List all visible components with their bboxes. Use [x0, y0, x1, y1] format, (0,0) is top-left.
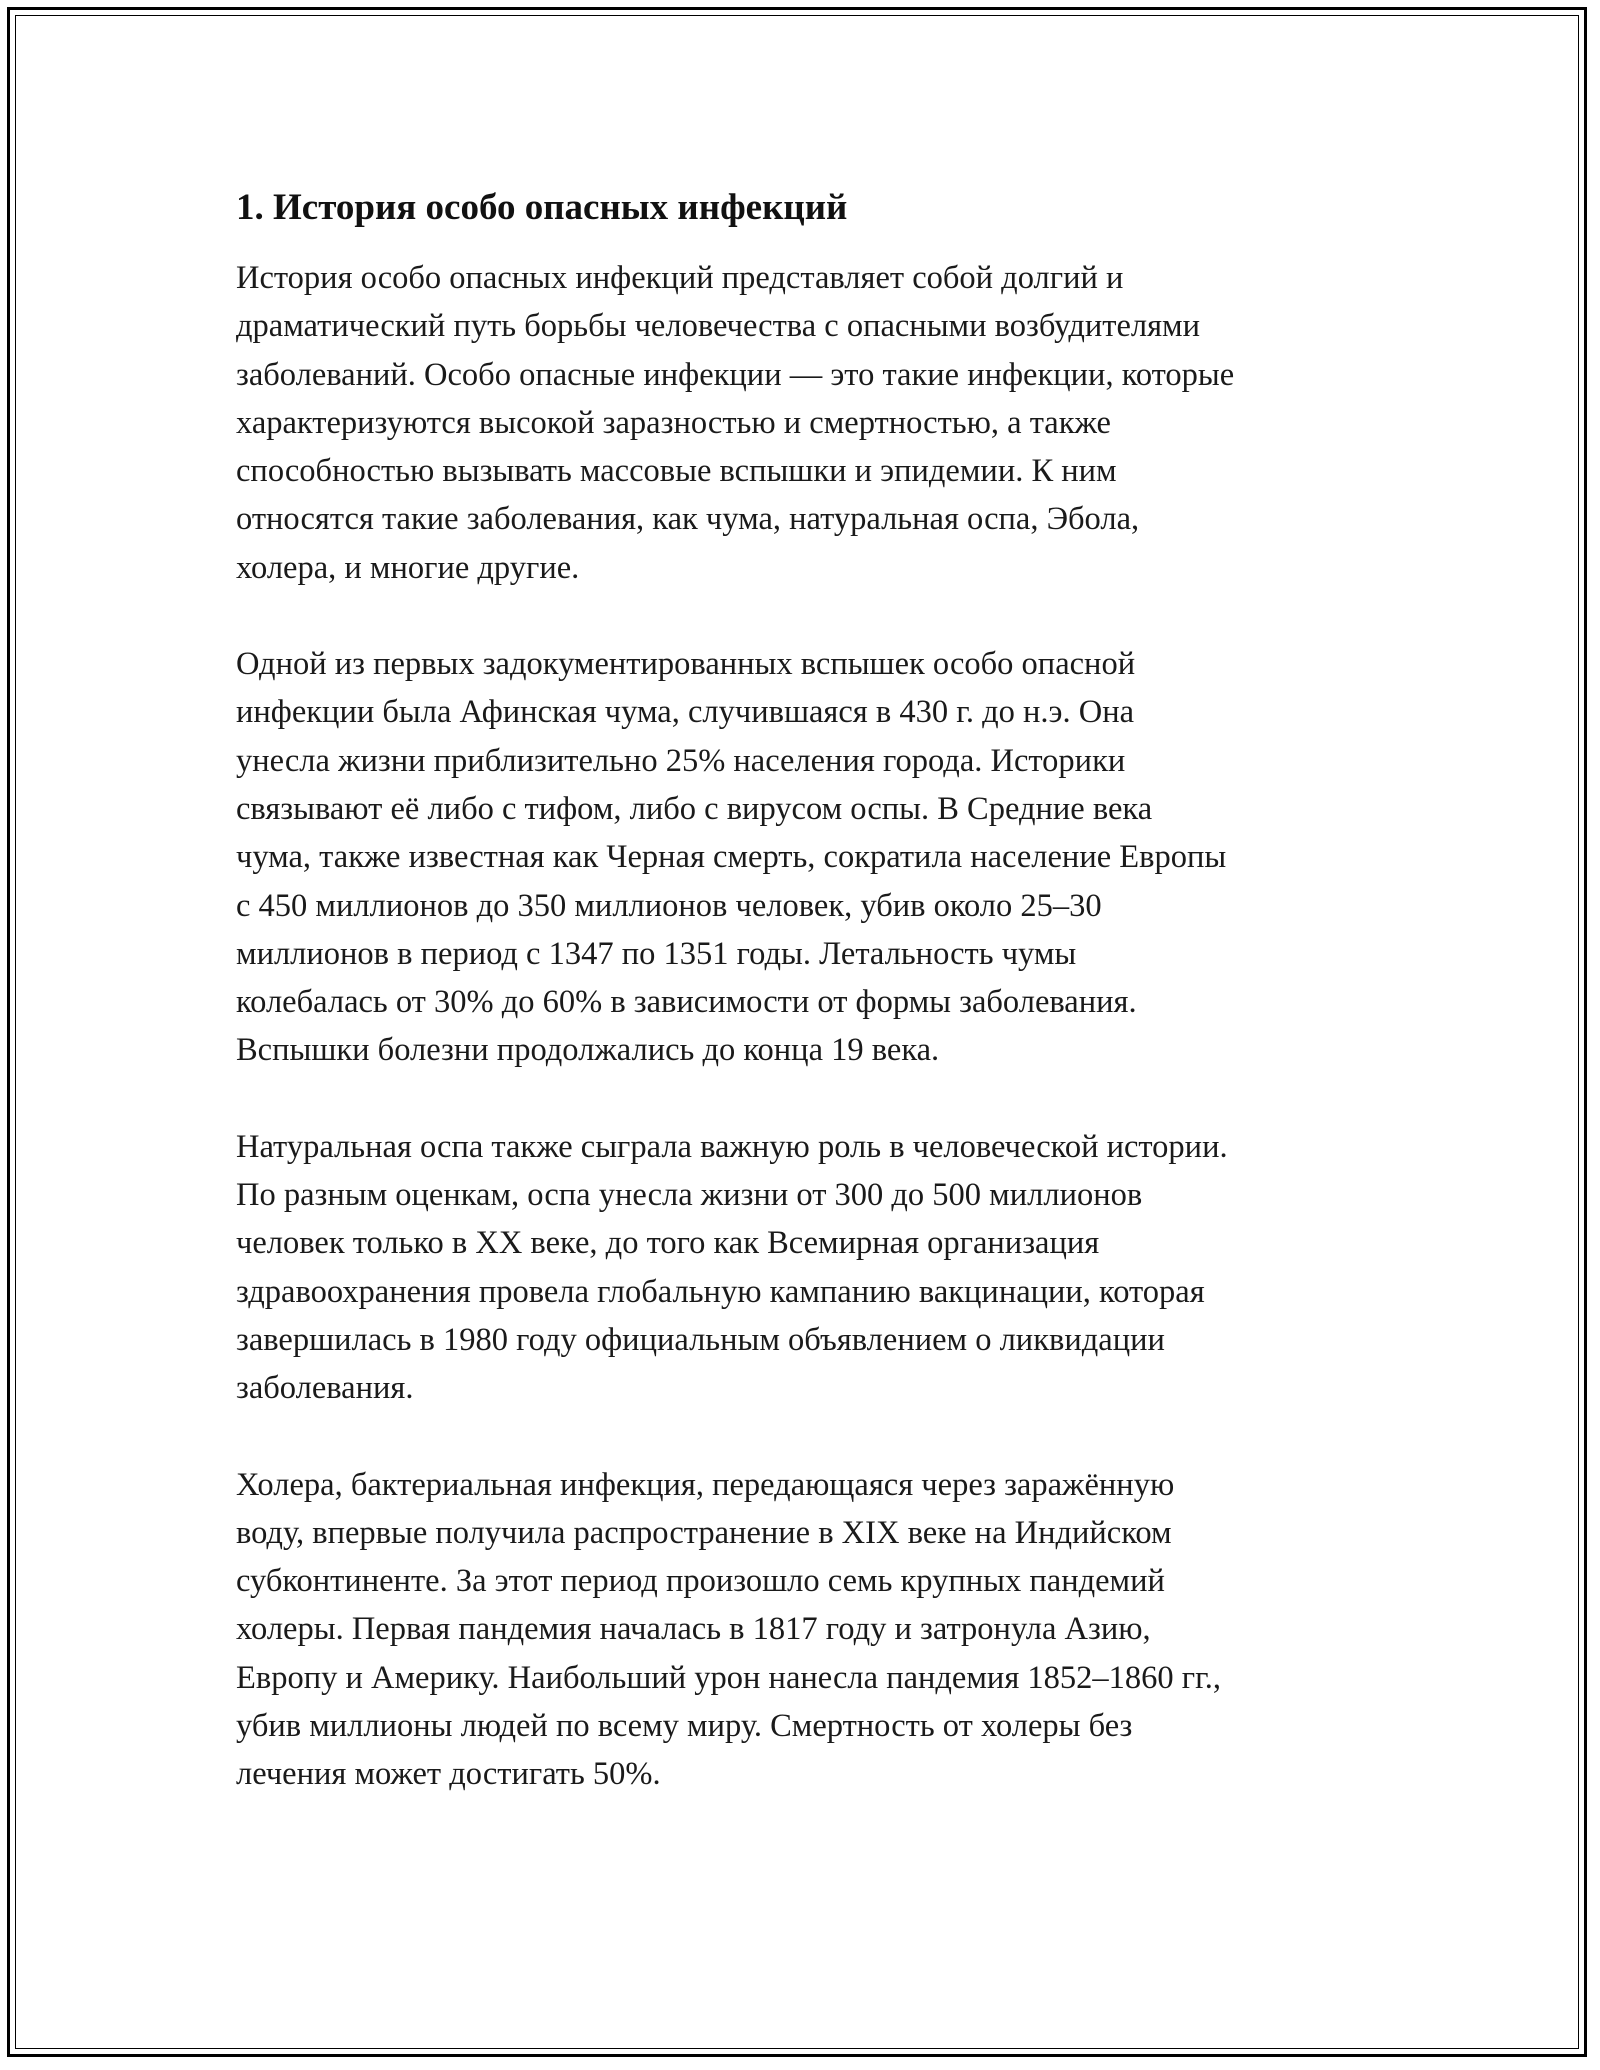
paragraph-smallpox: Натуральная оспа также сыграла важную роль в человеческой истории. По разным оценкам, оспа унесла жизни от 300 до 500 миллионов человек только в XX веке, до того как Всемирная организация здравоохранения провела глобальную кампанию вакцинации, которая завершилась в 1980 году официальным объявлением о ликвидации заболевания. [236, 1128, 1228, 1407]
section-heading: 1. История особо опасных инфекций [236, 187, 848, 228]
paragraph-cholera: Холера, бактериальная инфекция, передающаяся через заражённую воду, впервые получила распространение в XIX веке на Индийском субконтиненте. За этот период произошло семь крупных пандемий холеры. Первая пандемия началась в 1817 году и затронула Азию, Европу и Америку. Наибольший урон нанесла пандемия 1852–1860 гг., убив миллионы людей по всему миру. Смертность от холеры без лечения может достигать 50%. [236, 1466, 1222, 1793]
paragraph-intro: История особо опасных инфекций представляет собой долгий и драматический путь борьбы человечества с опасными возбудителями заболеваний. Особо опасные инфекции — это такие инфекции, которые характеризуются высокой заразностью и смертностью, а также способностью вызывать массовые вспышки и эпидемии. К ним относятся такие заболевания, как чума, натуральная оспа, Эбола, холера, и многие другие. [236, 260, 1235, 586]
document-body [236, 184, 1376, 1847]
paragraph-plague: Одной из первых задокументированных вспышек особо опасной инфекции была Афинская чума, случившаяся в 430 г. до н.э. Она унесла жизни приблизительно 25% населения города. Историки связывают её либо с тифом, либо с вирусом оспы. В Средние века чума, также известная как Черная смерть, сократила население Европы с 450 миллионов до 350 миллионов человек, убив около 25–30 миллионов в период с 1347 по 1351 годы. Летальность чумы колебалась от 30% до 60% в зависимости от формы заболевания. Вспышки болезни продолжались до конца 19 века. [236, 646, 1227, 1069]
